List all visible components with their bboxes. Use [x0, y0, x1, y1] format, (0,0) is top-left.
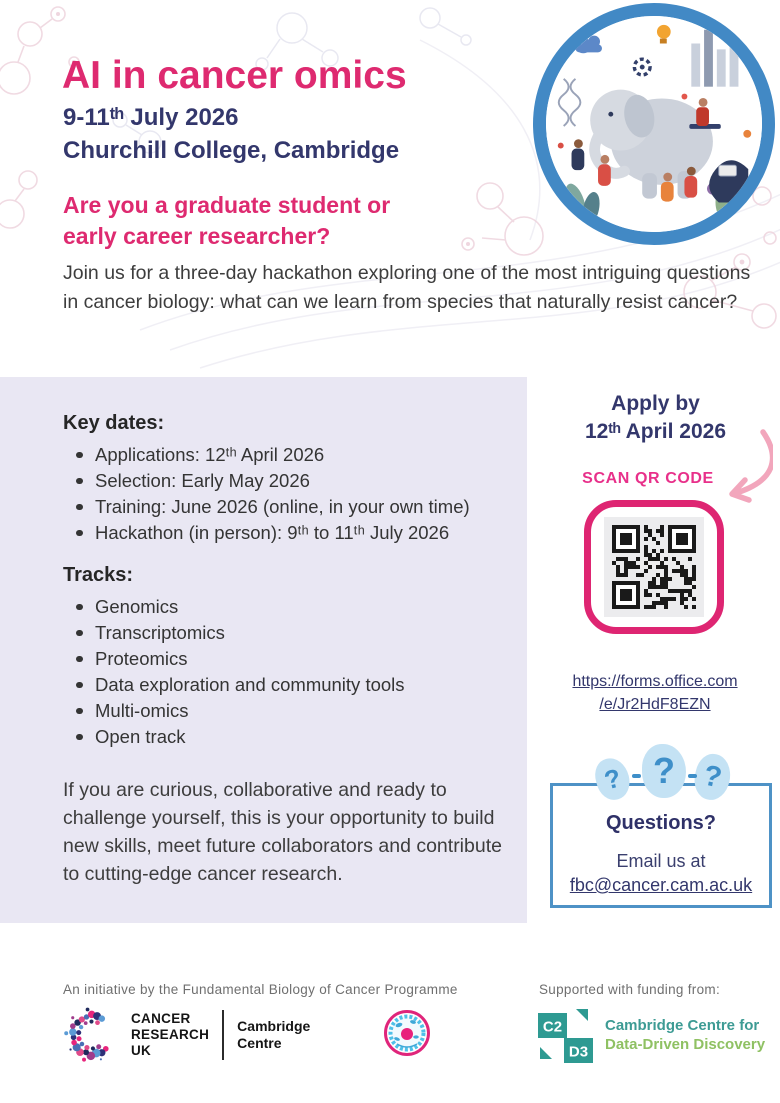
bullet-item: Training: June 2026 (online, in your own time) — [72, 494, 470, 520]
cruk-line: CANCER — [131, 1011, 191, 1026]
cruk-line: RESEARCH — [131, 1027, 210, 1042]
c2-text: C2 — [542, 1018, 563, 1036]
initiative-text: An initiative by the Fundamental Biology of Cancer Programme — [63, 982, 458, 997]
cruk-cambridge-centre-logo — [63, 1004, 310, 1066]
centre-line: Cambridge — [237, 1018, 311, 1034]
application-link[interactable] — [543, 670, 767, 716]
bullet-item: Applications: 12ᵗʰ April 2026 — [72, 442, 470, 468]
centre-line: Centre — [237, 1035, 282, 1051]
questions-heading: Questions? — [605, 812, 716, 834]
event-date: 9-11ᵗʰ July 2026 — [63, 104, 239, 131]
hackathon-illustration — [533, 3, 775, 245]
logo-divider — [222, 1010, 224, 1060]
qr-code-pattern — [612, 525, 696, 609]
bullet-item: Open track — [72, 724, 405, 750]
intro-text: Join us for a three-day hackathon exploring one of the most intriguing questions in cancer biology: what can we learn from species that naturally resist cancer? — [63, 262, 751, 313]
audience-question — [63, 190, 390, 252]
d3-text: D3 — [568, 1043, 589, 1061]
c2d3-wordmark — [605, 1016, 765, 1054]
dash-decor — [688, 774, 697, 778]
funding-label: Supported with funding from: — [539, 982, 720, 997]
bullet-item: Hackathon (in person): 9ᵗʰ to 11ᵗʰ July 2026 — [72, 520, 470, 546]
key-dates-list — [72, 442, 470, 546]
cambridge-centre-wordmark — [237, 1018, 310, 1052]
question-mark-icon — [591, 755, 633, 804]
bullet-item: Transcriptomics — [72, 620, 405, 646]
apply-line-2: 12ᵗʰ April 2026 — [584, 420, 727, 443]
email-link[interactable]: fbc@cancer.cam.ac.uk — [569, 875, 753, 895]
question-mark-icon — [642, 744, 686, 798]
bullet-item: Multi-omics — [72, 698, 405, 724]
c2d3-line: Cambridge Centre for — [605, 1017, 760, 1034]
key-dates-heading: Key dates: — [63, 412, 165, 434]
fbc-cell-logo — [383, 1009, 431, 1057]
c2d3-logo — [538, 1007, 765, 1063]
dash-decor — [632, 774, 641, 778]
bullet-item: Proteomics — [72, 646, 405, 672]
question-marks-icon — [596, 744, 730, 802]
qr-code-frame — [584, 500, 724, 634]
c2d3-line: Data-Driven Discovery — [605, 1036, 766, 1053]
page-title: AI in cancer omics — [62, 54, 407, 97]
qr-code — [604, 517, 704, 617]
application-link-line-2[interactable]: /e/Jr2HdF8EZN — [599, 696, 711, 713]
cruk-wordmark — [131, 1011, 209, 1059]
tracks-heading: Tracks: — [63, 564, 134, 586]
email-label: Email us at — [616, 851, 706, 871]
bullet-item: Data exploration and community tools — [72, 672, 405, 698]
application-link-line-1[interactable]: https://forms.office.com — [572, 673, 738, 690]
elephant-scene-illustration — [546, 16, 762, 232]
scan-qr-label: SCAN QR CODE — [582, 470, 714, 487]
question-mark-icon — [691, 751, 735, 803]
tracks-list — [72, 594, 405, 750]
bullet-item: Genomics — [72, 594, 405, 620]
audience-line-1: Are you a graduate student or — [63, 192, 391, 218]
closing-text: If you are curious, collaborative and ready to challenge yourself, this is your opportunity to build new skills, meet future collaborators and contribute to cutting-edge cancer research. — [63, 779, 502, 885]
cruk-dotted-c-icon — [63, 1006, 121, 1064]
event-location: Churchill College, Cambridge — [63, 137, 400, 164]
c2d3-mark-icon — [538, 1007, 594, 1063]
bullet-item: Selection: Early May 2026 — [72, 468, 470, 494]
cruk-line: UK — [131, 1043, 152, 1058]
apply-line-1: Apply by — [611, 392, 700, 415]
audience-line-2: early career researcher? — [63, 223, 331, 249]
